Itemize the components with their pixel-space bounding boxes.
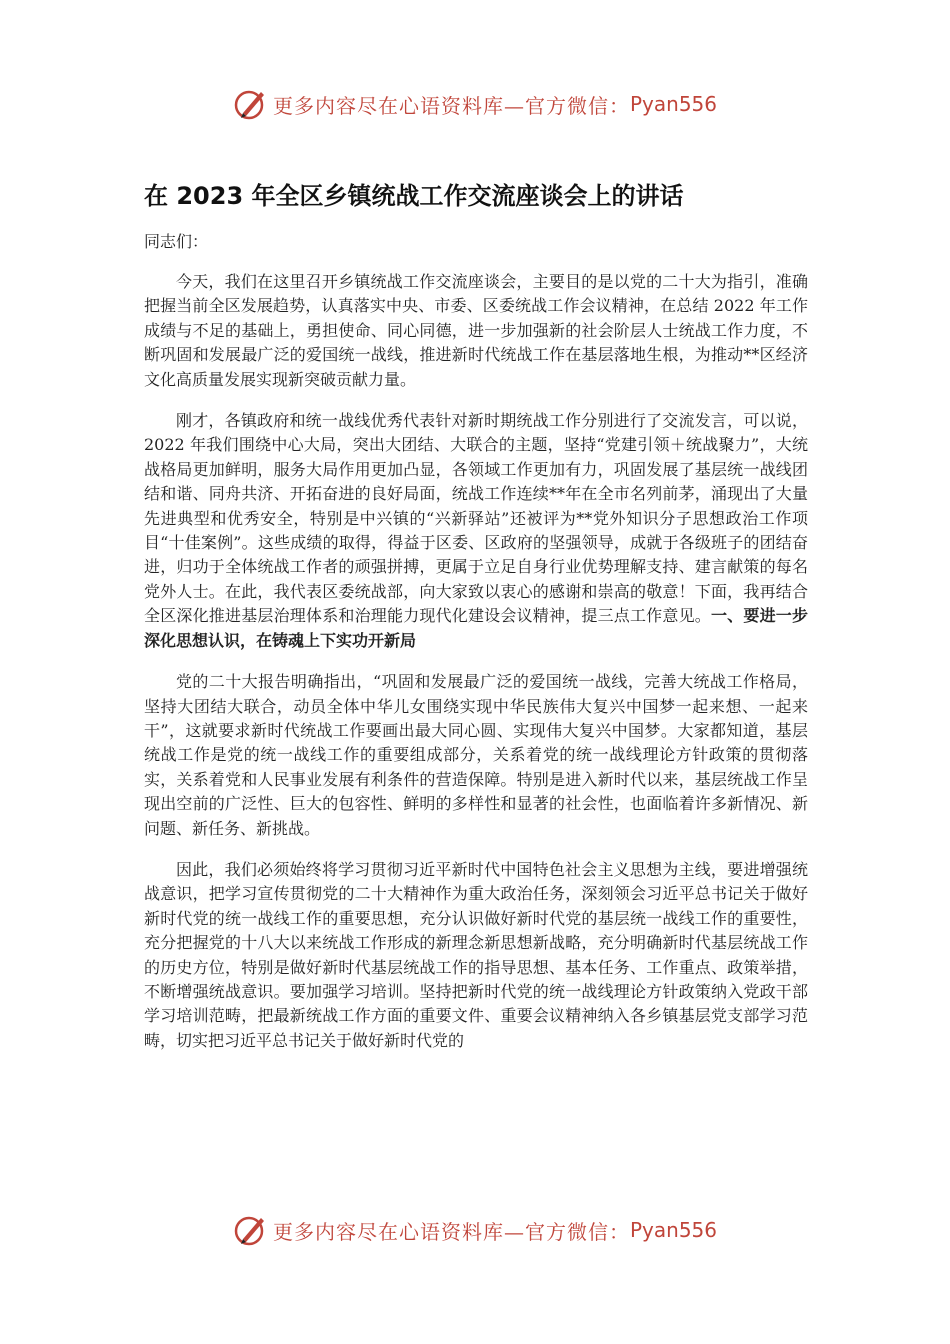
pen-logo-icon <box>233 1212 269 1248</box>
paragraph: 今天，我们在这里召开乡镇统战工作交流座谈会，主要目的是以党的二十大为指引，准确把握当前全区发展趋势，认真落实中央、市委、区委统战工作会议精神，在总结 2022 年工作成绩与不足的基础上，勇担使命、同心同德，进一步加强新的社会阶层人士统战工作力度，不断巩固和发展最广泛的爱国统一战线，推进新时代统战工作在基层落地生根，为推动**区经济文化高质量发展实现新突破贡献力量。 <box>144 272 808 389</box>
section-heading: 一、要进一步深化思想认识，在铸魂上下实功开新局 <box>144 606 808 650</box>
salutation: 同志们： <box>144 232 209 251</box>
document-title: 在 2023 年全区乡镇统战工作交流座谈会上的讲话 <box>144 182 684 210</box>
paragraph <box>144 409 808 653</box>
paragraph: 因此，我们必须始终将学习贯彻习近平新时代中国特色社会主义思想为主线，要进增强统战意识，把学习宣传贯彻党的二十大精神作为重大政治任务，深刻领会习近平总书记关于做好新时代党的统一战线工作的重要思想，充分认识做好新时代党的基层统一战线工作的重要性，充分把握党的十八大以来统战工作形成的新理念新思想新战略，充分明确新时代基层统战工作的历史方位，特别是做好新时代基层统战工作的指导思想、基本任务、工作重点、政策举措，不断增强统战意识。要加强学习培训。坚持把新时代党的统一战线理论方针政策纳入党政干部学习培训范畴，把最新统战工作方面的重要文件、重要会议精神纳入各乡镇基层党支部学习范畴，切实把习近平总书记关于做好新时代党的 <box>144 859 808 1050</box>
banner-text: 更多内容尽在心语资料库—官方微信： <box>272 93 630 118</box>
paragraph: 党的二十大报告明确指出，“巩固和发展最广泛的爱国统一战线，完善大统战工作格局，坚持大团结大联合，动员全体中华儿女围绕实现中华民族伟大复兴中国梦一起来想、一起来干”，这就要求新时代统战工作要画出最大同心圆、实现伟大复兴中国梦。大家都知道，基层统战工作是党的统一战线工作的重要组成部分，关系着党的统一战线理论方针政策的贯彻落实，关系着党和人民事业发展有利条件的营造保障。特别是进入新时代以来，基层统战工作呈现出空前的广泛性、巨大的包容性、鲜明的多样性和显著的社会性，也面临着许多新情况、新问题、新任务、新挑战。 <box>144 672 808 838</box>
banner-text: 更多内容尽在心语资料库—官方微信： <box>272 1219 630 1244</box>
document-body <box>144 176 808 1070</box>
wechat-id: Pyan556 <box>629 92 717 116</box>
paragraph-text: 刚才，各镇政府和统一战线优秀代表针对新时期统战工作分别进行了交流发言，可以说，2022 年我们围绕中心大局，突出大团结、大联合的主题，坚持“党建引领＋统战聚力”，大统战格局更加鲜明，服务大局作用更加凸显，各领域工作更加有力，巩固发展了基层统一战线团结和谐、同舟共济、开拓奋进的良好局面，统战工作连续**年在全市名列前茅，涌现出了大量先进典型和优秀安全，特别是中兴镇的“兴新驿站”还被评为**党外知识分子思想政治工作项目“十佳案例”。这些成绩的取得，得益于区委、区政府的坚强领导，成就于各级班子的团结奋进，归功于全体统战工作者的顽强拼搏，更属于立足自身行业优势理解支持、建言献策的每名党外人士。在此，我代表区委统战部，向大家致以衷心的感谢和崇高的敬意！下面，我再结合全区深化推进基层治理体系和治理能力现代化建设会议精神，提三点工作意见。 <box>144 411 808 626</box>
header-banner <box>0 84 950 124</box>
wechat-id: Pyan556 <box>629 1218 717 1242</box>
footer-banner <box>0 1210 950 1250</box>
pen-logo-icon <box>233 86 269 122</box>
